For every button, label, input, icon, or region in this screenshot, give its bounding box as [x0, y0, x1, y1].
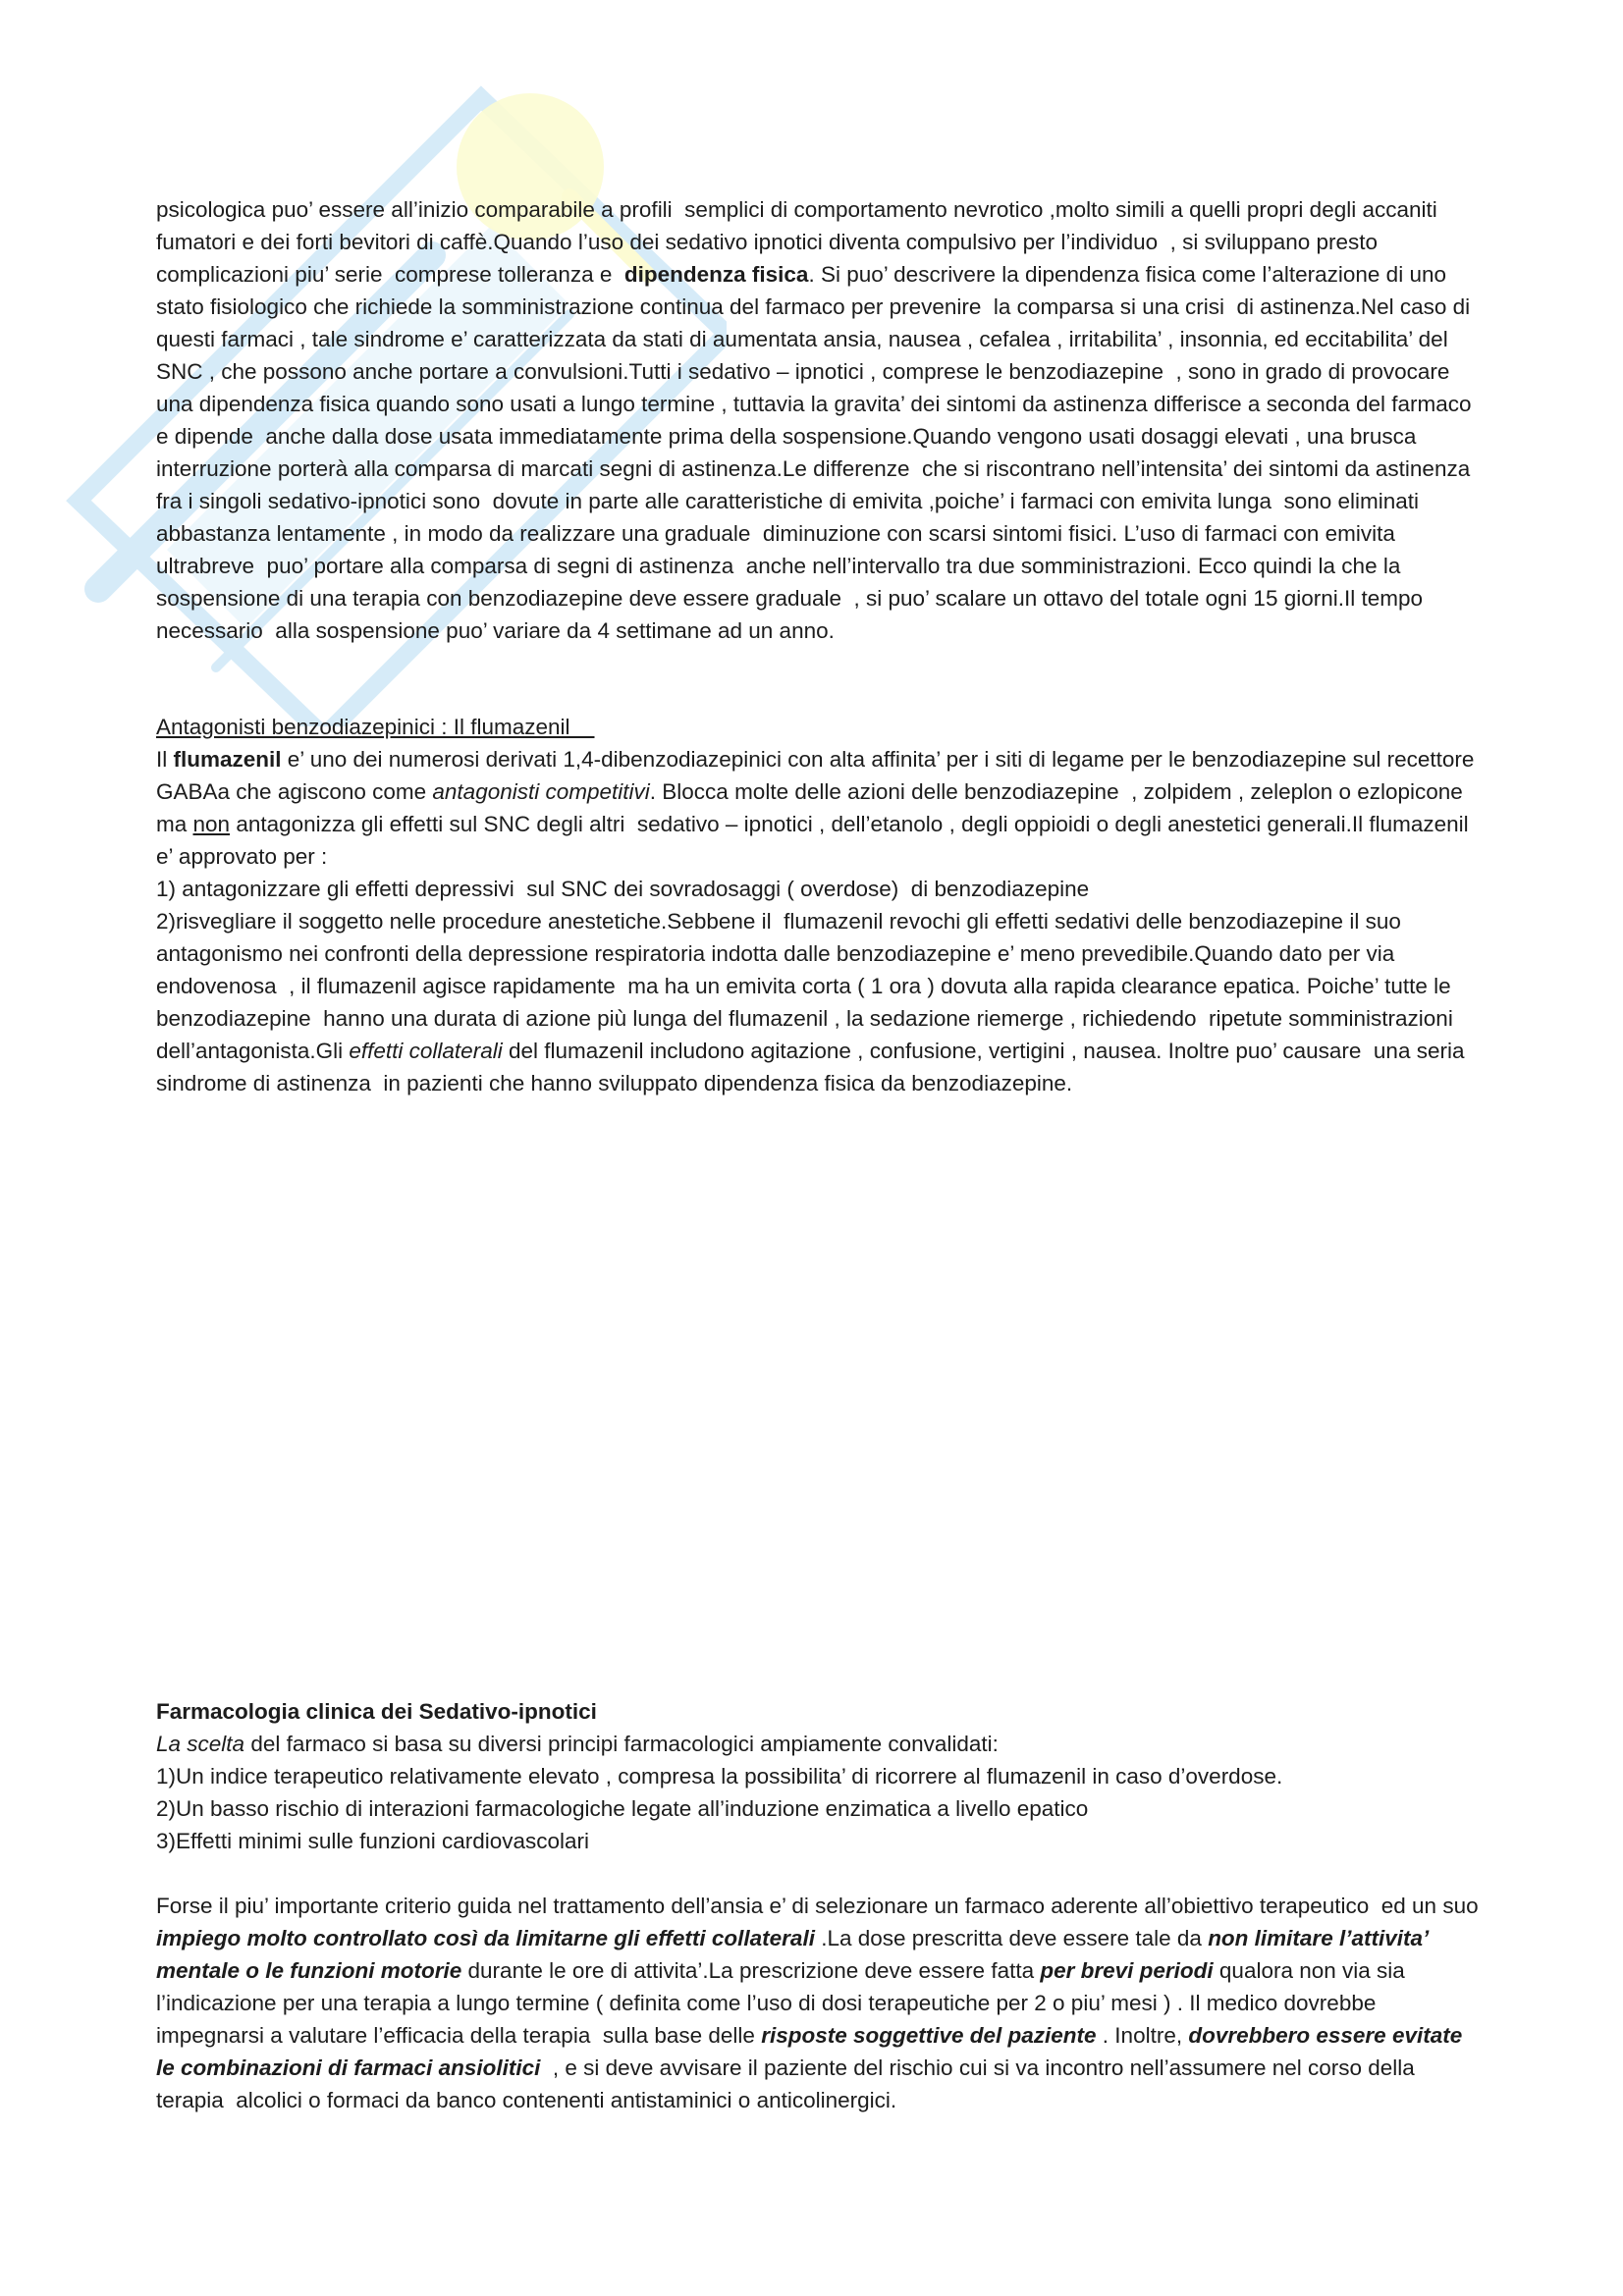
section-title — [156, 1695, 1482, 1728]
text-run: 2)Un basso rischio di interazioni farmacologiche legate all’induzione enzimatica a livello epatico — [156, 1796, 1089, 1821]
section-dependence — [156, 193, 1482, 647]
text-run: . Blocca molte delle azioni delle benzodiazepine , zolpidem , zeleplon o ezlopicone ma — [156, 779, 1470, 836]
text-run: .La dose prescritta deve essere tale da — [814, 1926, 1209, 1950]
text-run: Forse il piu’ importante criterio guida nel trattamento dell’ansia e’ di selezionare un farmaco aderente all’obiettivo terapeutico ed un suo — [156, 1894, 1485, 1918]
spacer — [156, 1857, 1482, 1890]
flumazenil-heading-text: Antagonisti benzodiazepinici : Il flumazenil — [156, 715, 595, 739]
criterion-1 — [156, 1760, 1482, 1792]
text-run: La scelta — [156, 1732, 245, 1756]
text-run: 1)Un indice terapeutico relativamente elevato , compresa la possibilita’ di ricorrere al flumazenil in caso d’overdose. — [156, 1764, 1283, 1789]
paragraph-closing — [156, 1890, 1485, 2116]
text-run: del flumazenil includono agitazione , confusione, vertigini , nausea. Inoltre puo’ causare una seria sindrome di astinenza in pazienti che hanno sviluppato dipendenza fisica da benzodiazepine. — [156, 1039, 1471, 1095]
section-flumazenil — [156, 711, 1482, 1099]
text-run: del farmaco si basa su diversi principi farmacologici ampiamente convalidati: — [244, 1732, 999, 1756]
text-run: 2)risvegliare il soggetto nelle procedure anestetiche.Sebbene il flumazenil revochi gli effetti sedativi delle benzodiazepine il suo antagonismo nei confronti della depressione respiratoria indotta dalle benzodiazepine e’ meno prevedibile.Quando dato per via endovenosa , il flumazenil agisce rapidamente ma ha un emivita corta ( 1 ora ) dovuta alla rapida clearance epatica. Poiche’ tutte le benzodiazepine hanno una durata di azione più lunga del flumazenil , la sedazione riemerge , richiedendo ripetute somministrazioni dell’antagonista.Gli — [156, 909, 1460, 1063]
text-run: dovrebbero essere evitate le combinazioni di farmaci ansiolitici — [156, 2023, 1469, 2080]
text-run: qualora non via sia l’indicazione per una terapia a lungo termine ( definita come l’uso di dosi terapeutiche per 2 o piu’ mesi ) . Il medico dovrebbe impegnarsi a valutare l’efficacia della terapia sulla base delle — [156, 1958, 1418, 2048]
text-run: durante le ore di attivita’.La prescrizione deve essere fatta — [461, 1958, 1041, 1983]
text-run: dipendenza fisica — [623, 262, 809, 287]
paragraph-dependence — [156, 193, 1482, 647]
text-run: per brevi periodi — [1040, 1958, 1214, 1983]
text-run: . Inoltre, — [1096, 2023, 1189, 2048]
list-item-1 — [156, 873, 1482, 905]
flumazenil-heading — [156, 711, 1482, 743]
text-run: psicologica puo’ essere all’inizio comparabile a profili semplici di comportamento nevrotico ,molto simili a quelli propri degli accaniti fumatori e dei forti bevitori di caffè.Quando l’uso dei sedativo ipnotici diventa compulsivo per l’individuo , si sviluppano presto complicazioni piu’ serie comprese tolleranza e — [156, 197, 1444, 287]
list-item-2 — [156, 905, 1482, 1099]
section-clinical-pharmacology — [156, 1695, 1485, 2116]
paragraph-choice — [156, 1728, 1482, 1760]
text-run: risposte soggettive del paziente — [761, 2023, 1097, 2048]
paragraph-flumazenil-intro — [156, 743, 1482, 873]
text-run: antagonizza gli effetti sul SNC degli altri sedativo – ipnotici , dell’etanolo , degli oppioidi o degli anestetici generali.Il flumazenil e’ approvato per : — [156, 812, 1475, 869]
text-run: flumazenil — [173, 747, 282, 772]
text-run: effetti collaterali — [349, 1039, 503, 1063]
criterion-3 — [156, 1825, 1482, 1857]
text-run: impiego molto controllato così da limitarne gli effetti collaterali — [156, 1926, 815, 1950]
text-run: Il — [156, 747, 174, 772]
text-run: 3)Effetti minimi sulle funzioni cardiovascolari — [156, 1829, 590, 1853]
text-run: e’ uno dei numerosi derivati 1,4-dibenzodiazepinici con alta affinita’ per i siti di legame per le benzodiazepine sul recettore GABAa che agiscono come — [156, 747, 1481, 804]
text-run: . Si puo’ descrivere la dipendenza fisica come l’alterazione di uno stato fisiologico che richiede la somministrazione continua del farmaco per prevenire la comparsa si una crisi di astinenza.Nel caso di questi farmaci , tale sindrome e’ caratterizzata da stati di aumentata ansia, nausea , cefalea , irritabilita’ , insonnia, ed eccitabilita’ del SNC , che possono anche portare a convulsioni.Tutti i sedativo – ipnotici , comprese le benzodiazepine , sono in grado di provocare una dipendenza fisica quando sono usati a lungo termine , tuttavia la gravita’ dei sintomi da astinenza differisce a seconda del farmaco e dipende anche dalla dose usata immediatamente prima della sospensione.Quando vengono usati dosaggi elevati , una brusca interruzione porterà alla comparsa di marcati segni di astinenza.Le differenze che si riscontrano nell’intensita’ dei sintomi da astinenza fra i singoli sedativo-ipnotici sono dovute in parte alle caratteristiche di emivita ,poiche’ i farmaci con emivita lunga sono eliminati abbastanza lentamente , in modo da realizzare una graduale diminuzione con scarsi sintomi fisici. L’uso di farmaci con emivita ultrabreve puo’ portare alla comparsa di segni di astinenza anche nell’intervallo tra due somministrazioni. Ecco quindi la che la sospensione di una terapia con benzodiazepine deve essere graduale , si puo’ scalare un ottavo del totale ogni 15 giorni.Il tempo necessario alla sospensione puo’ variare da 4 settimane ad un anno. — [156, 262, 1483, 643]
section-title-text: Farmacologia clinica dei Sedativo-ipnotici — [156, 1699, 597, 1724]
text-run: 1) antagonizzare gli effetti depressivi sul SNC dei sovradosaggi ( overdose) di benzodiazepine — [156, 877, 1090, 901]
text-run: non — [192, 812, 231, 836]
text-run: , e si deve avvisare il paziente del rischio cui si va incontro nell’assumere nel corso della terapia alcolici o formaci da banco contenenti antistaminici o anticolinergici. — [156, 2056, 1422, 2112]
text-run: non limitare l’attivita’ mentale o le funzioni motorie — [156, 1926, 1434, 1983]
text-run: antagonisti competitivi — [432, 779, 650, 804]
criterion-2 — [156, 1792, 1482, 1825]
